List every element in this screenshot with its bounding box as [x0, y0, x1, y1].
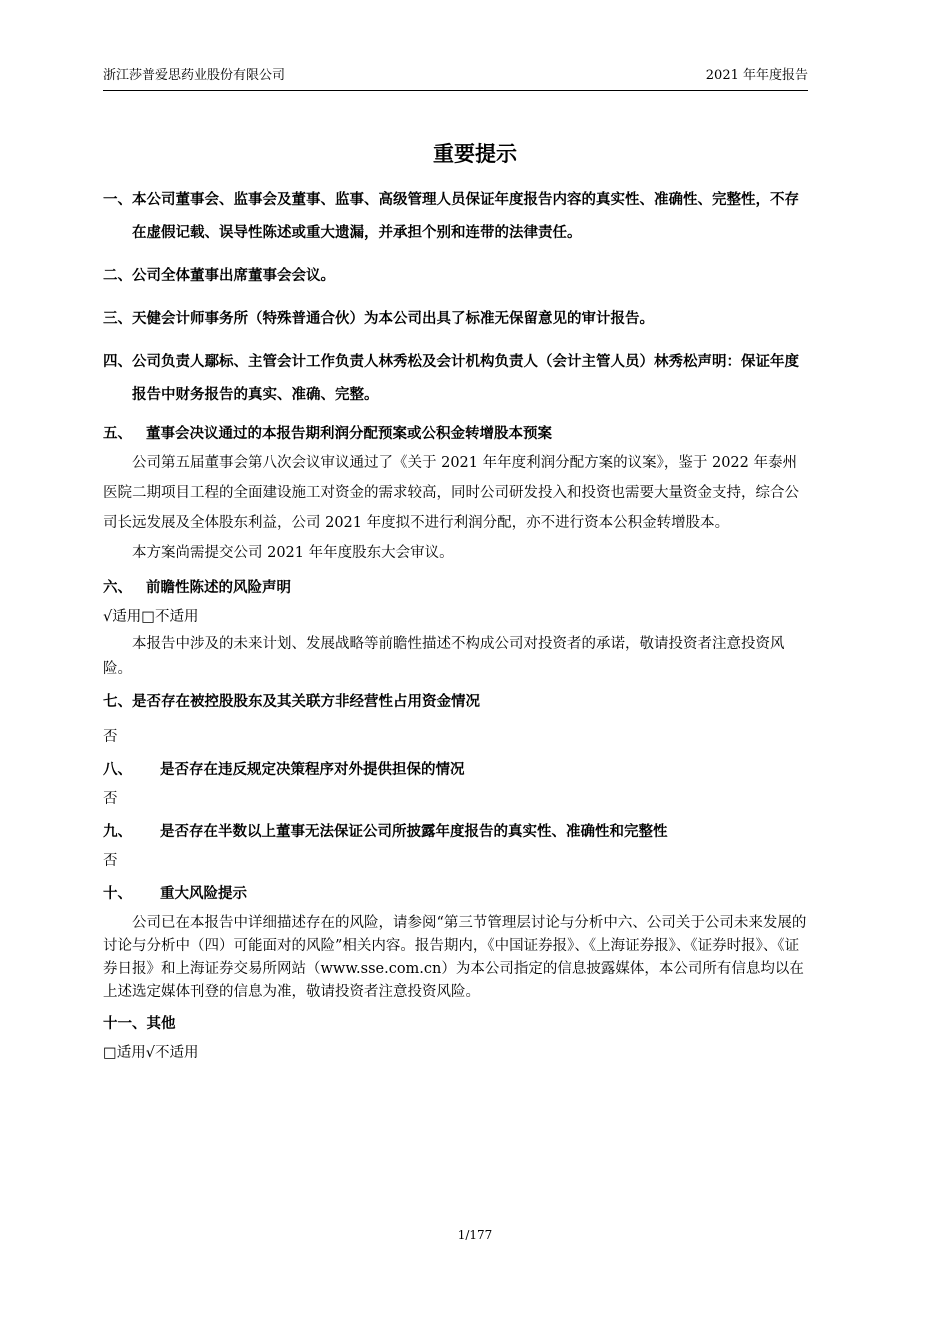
item-10-paragraph: 公司已在本报告中详细描述存在的风险，请参阅“第三节管理层讨论与分析中六、公司关于公司未来发展的讨论与分析中（四）可能面对的风险”相关内容。报告期内，《中国证券报》、《上海证券报》、《证券时报》、《证券日报》和上海证券交易所网站（www.sse.com.cn）为本公司指定的信息披露媒体，本公司所有信息均以在上述选定媒体刊登的信息为准，敬请投资者注意投资风险。 — [103, 915, 807, 1000]
item-10 — [103, 880, 809, 908]
page-number: 1/177 — [457, 1228, 493, 1242]
item-11 — [103, 1010, 809, 1038]
item-7-answer: 否 — [103, 729, 118, 745]
item-1 — [103, 184, 809, 250]
item-9-number: 九、 — [103, 824, 132, 840]
item-7-text: 是否存在被控股股东及其关联方非经营性占用资金情况 — [132, 694, 480, 710]
item-3 — [103, 303, 809, 336]
item-1-text: 本公司董事会、监事会及董事、监事、高级管理人员保证年度报告内容的真实性、准确性、完整性，不存在虚假记载、误导性陈述或重大遗漏，并承担个别和连带的法律责任。 — [132, 192, 799, 241]
item-6 — [103, 574, 809, 602]
item-7 — [103, 688, 809, 716]
item-11-applicable: □适用√不适用 — [103, 1045, 199, 1061]
page-title: 重要提示 — [433, 142, 517, 166]
item-11-text: 其他 — [146, 1016, 176, 1032]
item-8 — [103, 756, 809, 784]
item-3-text: 天健会计师事务所（特殊普通合伙）为本公司出具了标准无保留意见的审计报告。 — [132, 311, 654, 327]
item-6-applicable: √适用□不适用 — [103, 609, 199, 625]
item-5-number: 五、 — [103, 426, 132, 442]
item-8-answer: 否 — [103, 791, 118, 807]
item-11-number: 十一、 — [103, 1016, 147, 1032]
item-5 — [103, 420, 809, 448]
item-2 — [103, 260, 809, 293]
item-9 — [103, 818, 809, 846]
item-4 — [103, 346, 809, 412]
item-2-number: 二、 — [103, 268, 132, 284]
item-4-text: 公司负责人鄢标、主管会计工作负责人林秀松及会计机构负责人（会计主管人员）林秀松声明：保证年度报告中财务报告的真实、准确、完整。 — [132, 354, 799, 403]
item-4-number: 四、 — [103, 354, 132, 370]
item-5-paragraph-1: 公司第五届董事会第八次会议审议通过了《关于 2021 年年度利润分配方案的议案》，鉴于 2022 年泰州医院二期项目工程的全面建设施工对资金的需求较高，同时公司研发投入和投资也需要大量资金支持，综合公司长远发展及全体股东利益，公司 2021 年度拟不进行利润分配，亦不进行资本公积金转增股本。 — [103, 455, 799, 531]
item-5-text: 董事会决议通过的本报告期利润分配预案或公积金转增股本预案 — [146, 426, 552, 442]
item-7-number: 七、 — [103, 694, 132, 710]
item-8-number: 八、 — [103, 762, 132, 778]
item-6-number: 六、 — [103, 580, 132, 596]
item-1-number: 一、 — [103, 192, 132, 208]
item-8-text: 是否存在违反规定决策程序对外提供担保的情况 — [160, 762, 465, 778]
item-2-text: 公司全体董事出席董事会会议。 — [132, 268, 335, 284]
document-body — [103, 184, 809, 1068]
item-10-text: 重大风险提示 — [160, 886, 247, 902]
item-9-text: 是否存在半数以上董事无法保证公司所披露年度报告的真实性、准确性和完整性 — [160, 824, 668, 840]
header-report-title: 2021 年年度报告 — [705, 68, 808, 83]
page-header — [103, 66, 808, 91]
item-10-number: 十、 — [103, 886, 132, 902]
item-3-number: 三、 — [103, 311, 132, 327]
item-5-paragraph-2: 本方案尚需提交公司 2021 年年度股东大会审议。 — [132, 545, 454, 561]
item-9-answer: 否 — [103, 853, 118, 869]
header-company: 浙江莎普爱思药业股份有限公司 — [103, 68, 286, 83]
item-6-text: 前瞻性陈述的风险声明 — [146, 580, 291, 596]
item-6-paragraph: 本报告中涉及的未来计划、发展战略等前瞻性描述不构成公司对投资者的承诺，敬请投资者注意投资风险。 — [103, 636, 785, 677]
